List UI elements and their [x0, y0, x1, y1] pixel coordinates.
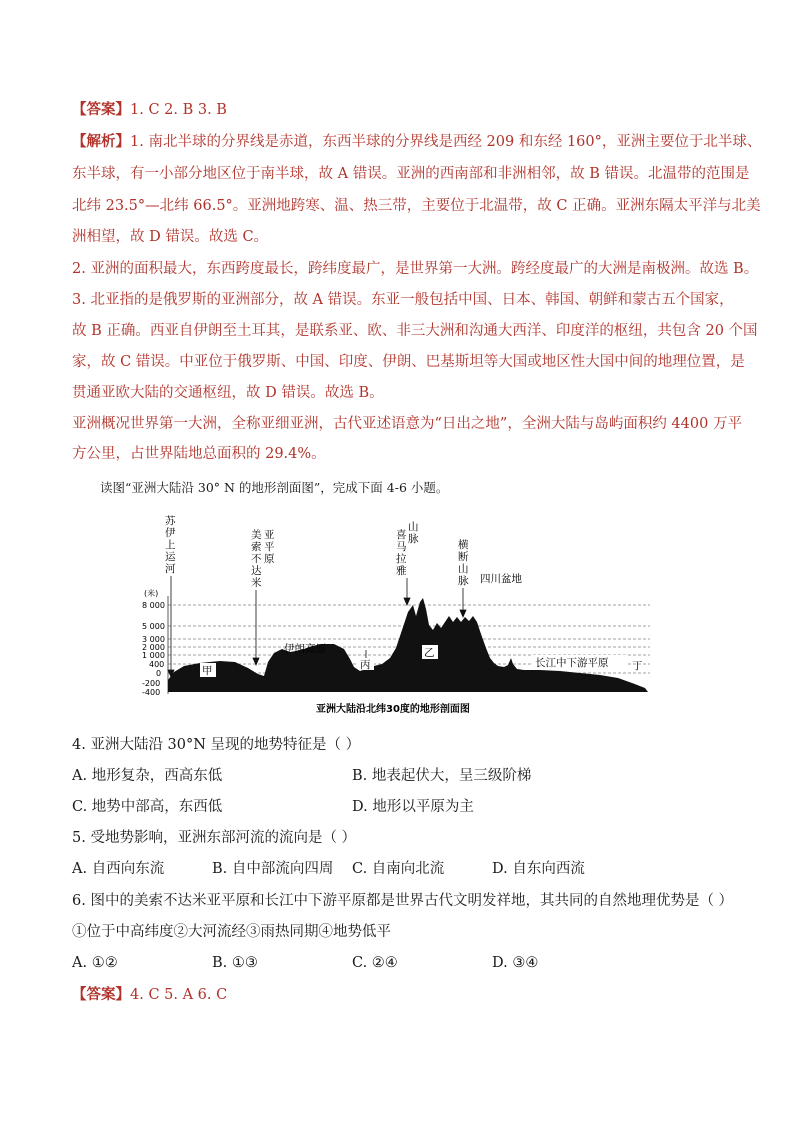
- analysis-line-8: 家，故 C 错误。中亚位于俄罗斯、中国、印度、伊朗、巴基斯坦等大国或地区性大国中间的地理位置，是: [72, 354, 745, 370]
- q6-items: ①位于中高纬度②大河流经③雨热同期④地势低平: [72, 924, 391, 940]
- q4-option-b: B. 地表起伏大，呈三级阶梯: [352, 768, 532, 784]
- q6-stem: 6. 图中的美索不达米亚平原和长江中下游平原都是世界古代文明发祥地，其共同的自然地理优势是（ ）: [72, 893, 734, 909]
- region-label-ding: 丁: [632, 660, 643, 672]
- label-suez: 苏伊上运河: [165, 515, 176, 575]
- q5-option-d: D. 自东向西流: [492, 861, 585, 877]
- region-label-yangtze: 长江中下游平原: [535, 657, 609, 669]
- answer-text: 1. C 2. B 3. B: [130, 102, 227, 118]
- region-label-jia: 甲: [202, 665, 213, 677]
- q4-option-d: D. 地形以平原为主: [352, 799, 474, 815]
- q5-option-b: B. 自中部流向四周: [212, 861, 334, 877]
- analysis-line-11: 方公里，占世界陆地总面积的 29.4%。: [72, 446, 326, 462]
- figure-caption: 读图“亚洲大陆沿 30° N 的地形剖面图”，完成下面 4-6 小题。: [100, 480, 449, 495]
- q4-stem: 4. 亚洲大陆沿 30°N 呈现的地势特征是（ ）: [72, 737, 361, 753]
- figure-title: 亚洲大陆沿北纬30度的地形剖面图: [316, 704, 470, 715]
- answer-line-2: [72, 985, 227, 1005]
- analysis-line-2: 东半球，有一小部分地区位于南半球，故 A 错误。亚洲的西南部和非洲相邻，故 B 错误。北温带的范围是: [72, 166, 750, 182]
- label-meso: 美索不达米: [251, 529, 262, 589]
- analysis-line-10: 亚洲概况世界第一大洲，全称亚细亚洲，古代亚述语意为“日出之地”，全洲大陆与岛屿面积约 4400 万平: [72, 416, 742, 432]
- label-hengduan: 横断山脉: [458, 539, 469, 587]
- q4-option-a: A. 地形复杂，西高东低: [72, 768, 223, 784]
- tick-label: 5 000: [142, 622, 165, 631]
- region-label-yi: 乙: [424, 647, 435, 659]
- unit-label: (米): [144, 589, 159, 598]
- analysis-label: 【解析】: [72, 133, 130, 150]
- q6-option-a: A. ①②: [72, 955, 118, 971]
- region-label-sichuan: 四川盆地: [480, 573, 522, 585]
- q5-option-c: C. 自南向北流: [352, 861, 445, 877]
- tick-label: 0: [156, 669, 162, 678]
- answer-line-1: [72, 100, 227, 120]
- region-label-iran: 伊朗高原: [284, 643, 326, 655]
- tick-label: -400: [142, 688, 161, 697]
- terrain-silhouette: [168, 598, 648, 692]
- label-meso-2: 亚平原: [264, 529, 275, 565]
- answer2-text: 4. C 5. A 6. C: [130, 987, 228, 1003]
- tick-label: 1 000: [142, 651, 165, 660]
- terrain-profile-figure: [140, 512, 660, 717]
- analysis-line-4: 洲相望，故 D 错误。故选 C。: [72, 229, 269, 245]
- q6-option-b: B. ①③: [212, 955, 258, 971]
- q5-option-a: A. 自西向东流: [72, 861, 165, 877]
- region-label-bing: 丙: [360, 659, 371, 671]
- tick-label: 3 000: [142, 635, 165, 644]
- analysis-line-7: 故 B 正确。西亚自伊朗至土耳其，是联系亚、欧、非三大洲和沟通大西洋、印度洋的枢纽，共包含 20 个国: [72, 323, 758, 339]
- q6-option-d: D. ③④: [492, 955, 539, 971]
- analysis-line-6: 3. 北亚指的是俄罗斯的亚洲部分，故 A 错误。东亚一般包括中国、日本、韩国、朝鲜和蒙古五个国家，: [72, 292, 734, 308]
- tick-label: 2 000: [142, 643, 165, 652]
- q4-option-c: C. 地势中部高，东西低: [72, 799, 223, 815]
- q5-stem: 5. 受地势影响，亚洲东部河流的流向是（ ）: [72, 830, 357, 846]
- answer2-label: 【答案】: [72, 986, 130, 1003]
- analysis-line-9: 贯通亚欧大陆的交通枢纽，故 D 错误。故选 B。: [72, 385, 384, 401]
- tick-label: 8 000: [142, 601, 165, 610]
- tick-label: -200: [142, 679, 161, 688]
- label-himalaya-2: 山脉: [408, 521, 419, 545]
- analysis-line-1: 【解析】1. 南北半球的分界线是赤道，东西半球的分界线是西经 209 和东经 160°，亚洲主要位于北半球、: [72, 133, 762, 150]
- analysis-line-5: 2. 亚洲的面积最大，东西跨度最长，跨纬度最广，是世界第一大洲。跨经度最广的大洲是南极洲。故选 B。: [72, 261, 759, 277]
- q6-option-c: C. ②④: [352, 955, 398, 971]
- answer-label: 【答案】: [72, 101, 130, 118]
- label-himalaya-1: 喜马拉雅: [396, 529, 407, 577]
- analysis-line-3: 北纬 23.5°—北纬 66.5°。亚洲地跨寒、温、热三带，主要位于北温带，故 C 正确。亚洲东隔太平洋与北美: [72, 198, 761, 214]
- tick-label: 400: [149, 660, 165, 669]
